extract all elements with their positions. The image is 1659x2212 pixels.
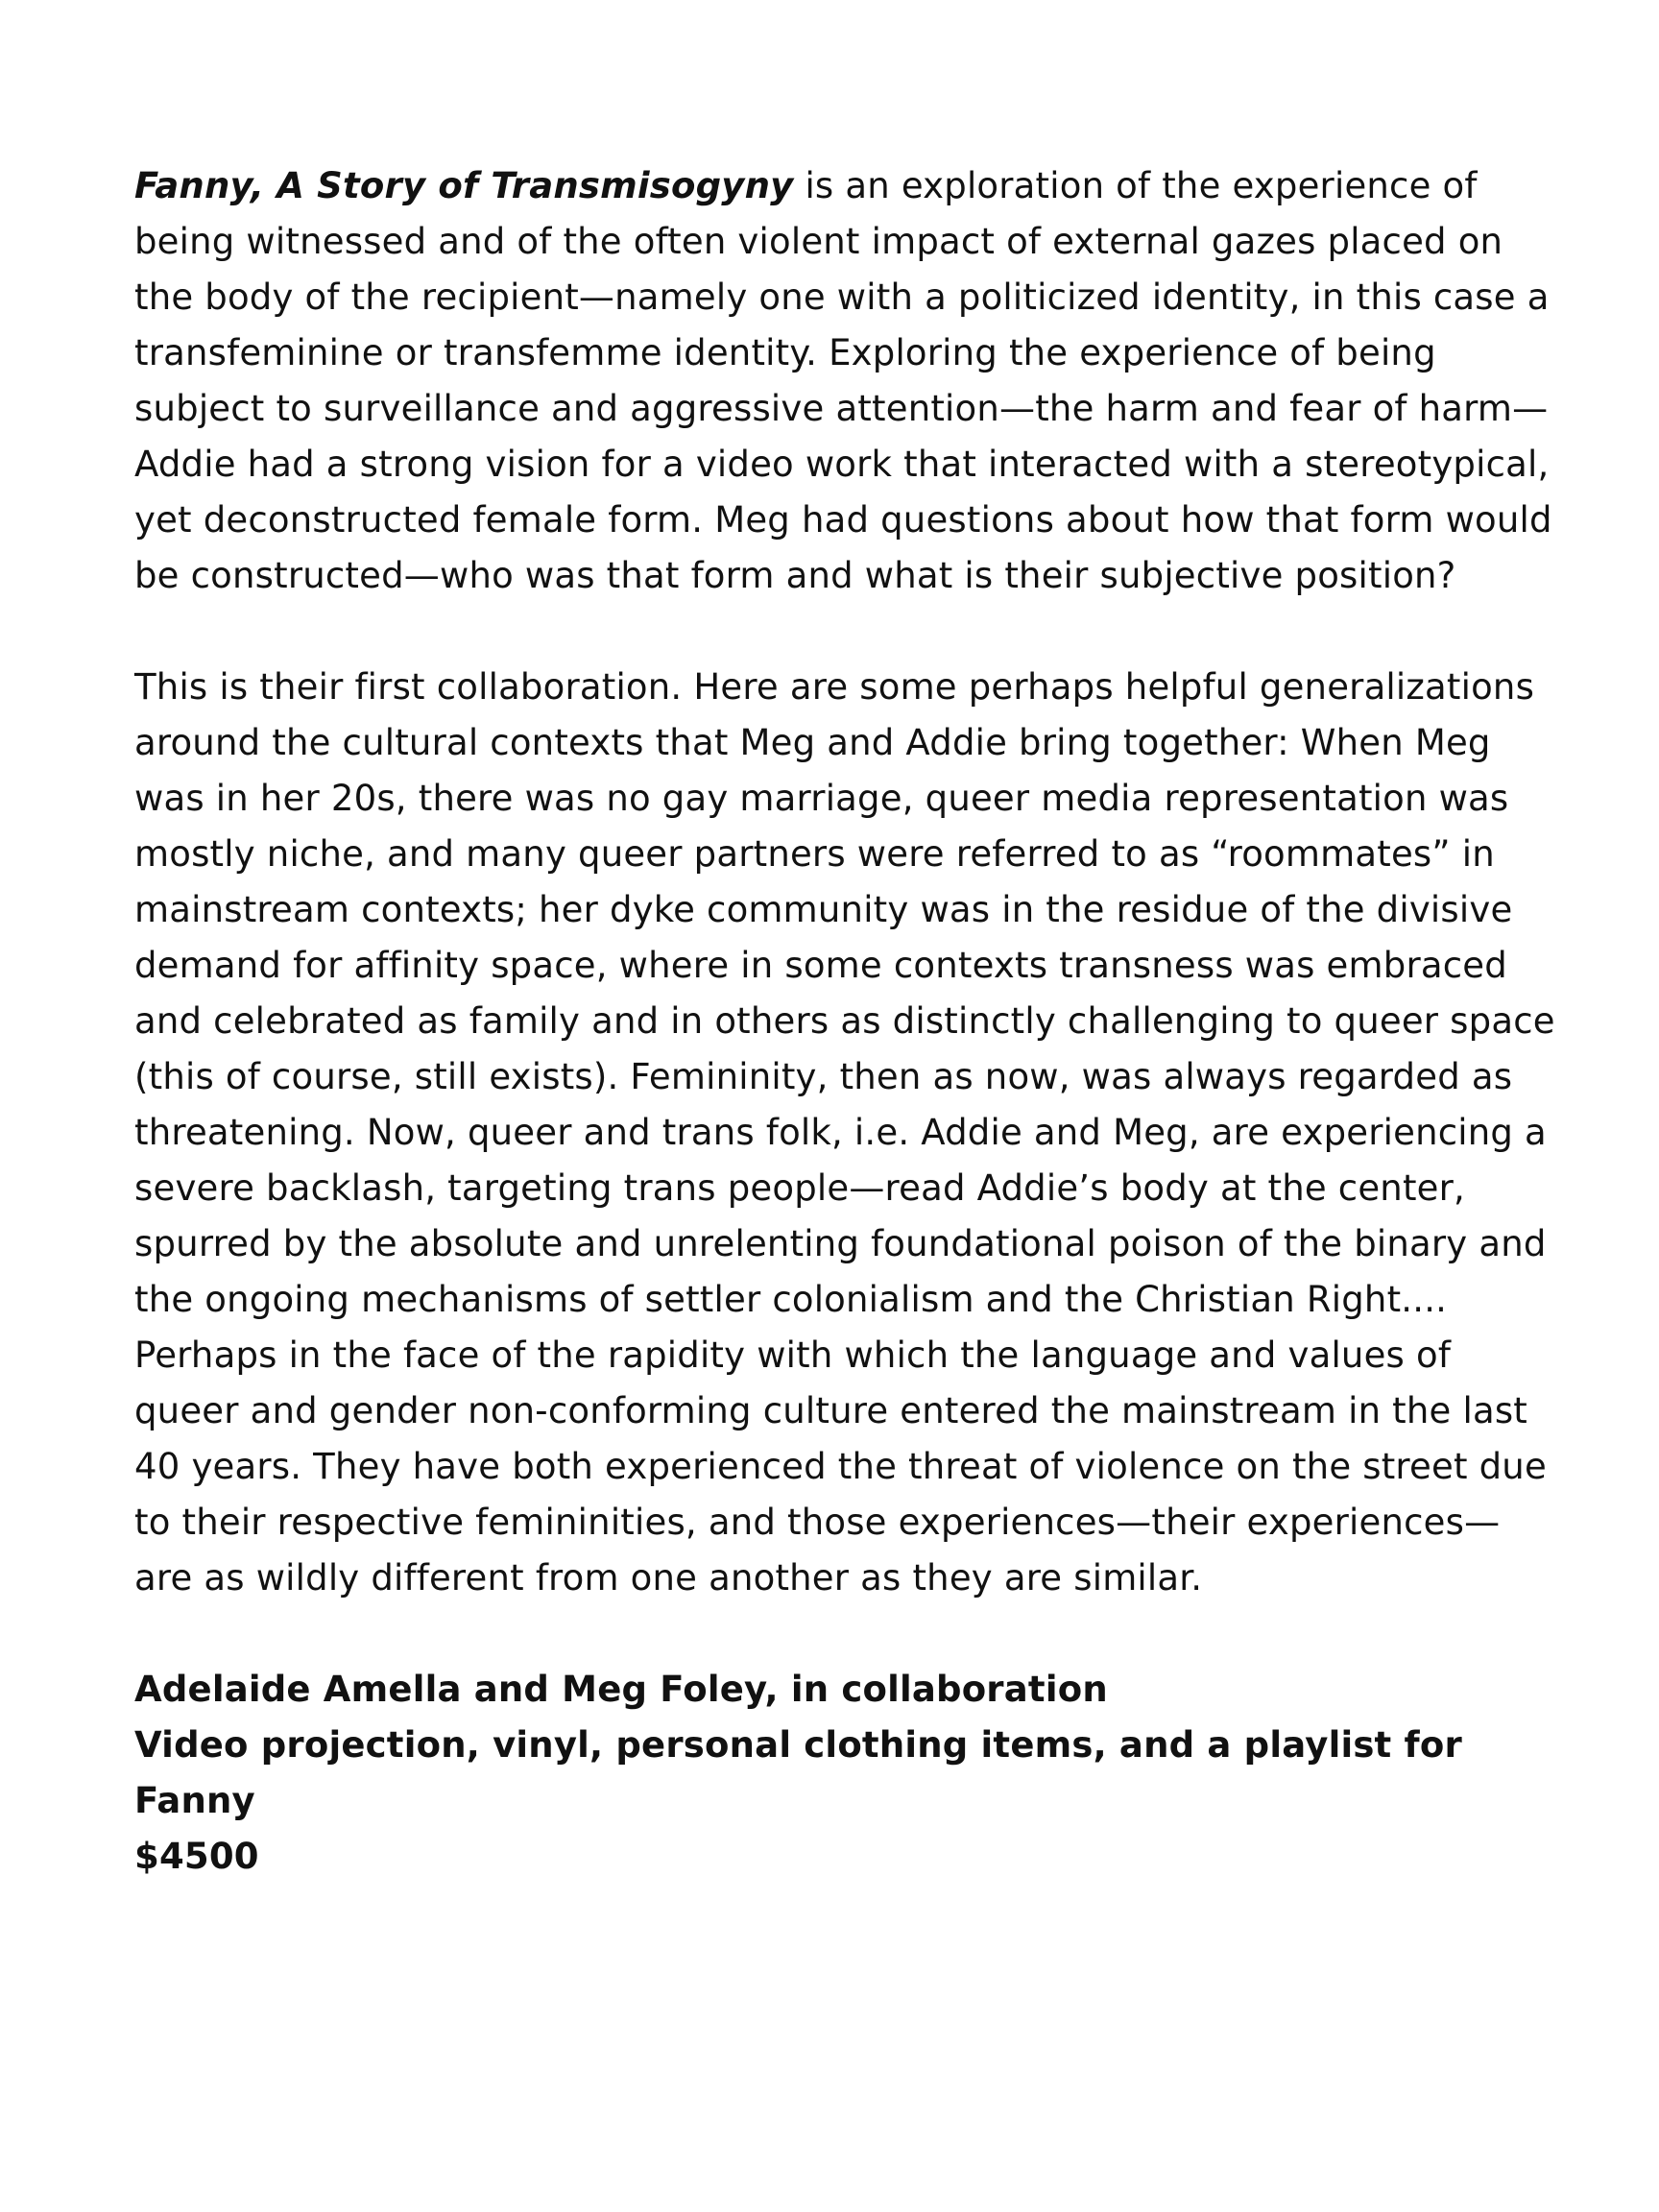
context-paragraph: This is their first collaboration. Here are some perhaps helpful generalizations around the cultural contexts that Meg and Addie bring together: When Meg was in her 20s, there was no gay marriage, queer media representation was mostly niche, and many queer partners were referred to as “roommates” in mainstream contexts; her dyke community was in the residue of the divisive demand for affinity space, where in some contexts transness was embraced and celebrated as family and in others as distinctly challenging to queer space (this of course, still exists). Femininity, then as now, was always regarded as threatening. Now, queer and trans folk, i.e. Addie and Meg, are experiencing a severe backlash, targeting trans people—read Addie’s body at the center, spurred by the absolute and unrelenting foundational poison of the binary and the ongoing mechanisms of settler colonialism and the Christian Right.... Perhaps in the face of the rapidity with which the language and values of queer and gender non-conforming culture entered the mainstream in the last 40 years. They have both experienced the threat of violence on the street due to their respective femininities, and those experiences—their experiences—are as wildly different from one another as they are similar. [134, 666, 1555, 1599]
artwork-credits [134, 1662, 1555, 1885]
intro-text: is an exploration of the experience of being witnessed and of the often violent impact of external gazes placed on the body of the recipient—namely one with a politicized identity, in this case a transfeminine or transfemme identity. Exploring the experience of being subject to surveillance and aggressive attention—the harm and fear of harm—Addie had a strong vision for a video work that interacted with a stereotypical, yet deconstructed female form. Meg had questions about how that form would be constructed—who was that form and what is their subjective position? [134, 165, 1552, 596]
wall-text [134, 158, 1555, 1885]
artist-credit: Adelaide Amella and Meg Foley, in collaboration [134, 1669, 1108, 1710]
artwork-title: Fanny, A Story of Transmisogyny [134, 165, 794, 206]
intro-paragraph [134, 158, 1555, 604]
medium-line: Video projection, vinyl, personal clothing items, and a playlist for Fanny [134, 1724, 1462, 1821]
price-label: $4500 [134, 1836, 259, 1877]
